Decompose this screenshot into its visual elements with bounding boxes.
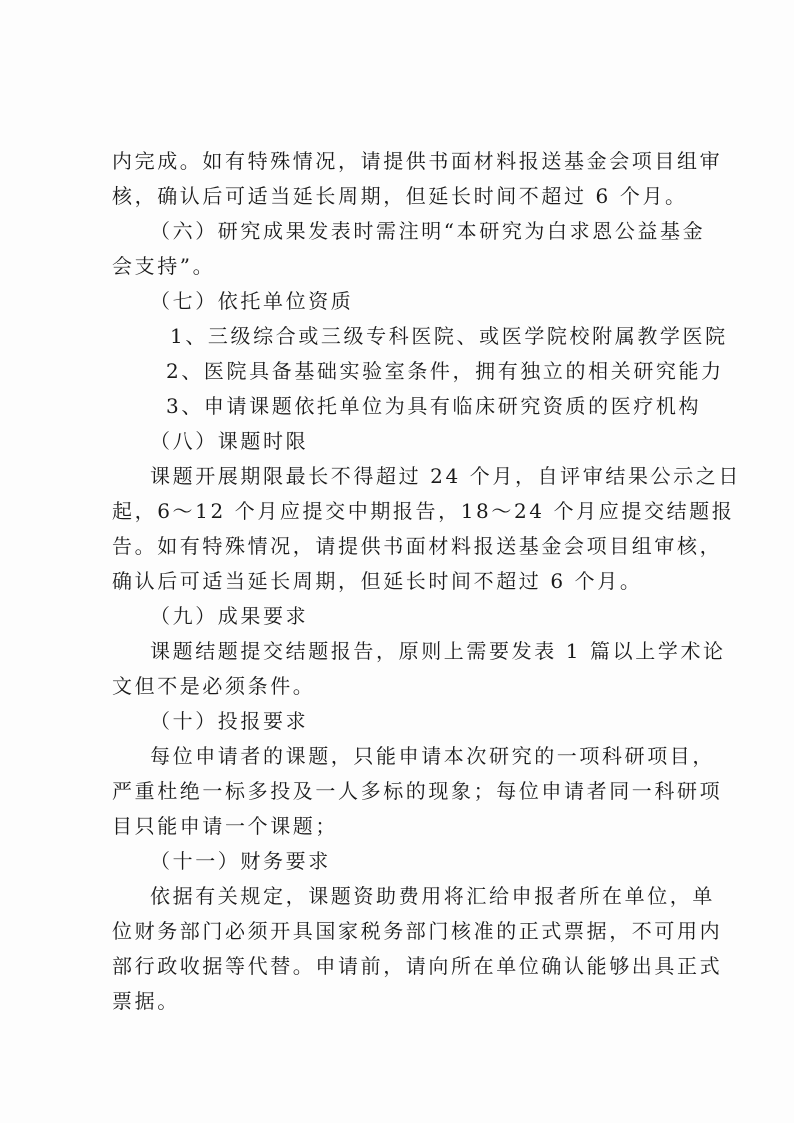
paragraph-line: 文但不是必须条件。 (112, 674, 316, 698)
paragraph-line: 课题开展期限最长不得超过 24 个月，自评审结果公示之日 (150, 464, 741, 488)
paragraph-line: 确认后可适当延长周期，但延长时间不超过 6 个月。 (112, 569, 643, 593)
paragraph-line: 告。如有特殊情况，请提供书面材料报送基金会项目组审核， (112, 534, 723, 558)
paragraph-line: 内完成。如有特殊情况，请提供书面材料报送基金会项目组审 (112, 149, 723, 173)
paragraph-line: 依据有关规定，课题资助费用将汇给申报者所在单位，单 (150, 884, 715, 908)
paragraph-line: 严重杜绝一标多投及一人多标的现象；每位申请者同一科研项 (112, 779, 723, 803)
section-heading: （九）成果要求 (150, 604, 309, 628)
paragraph-line: 位财务部门必须开具国家税务部门核准的正式票据，不可用内 (112, 919, 723, 943)
paragraph-line: 会支持”。 (112, 254, 216, 278)
paragraph-line: 课题结题提交结题报告，原则上需要发表 1 篇以上学术论 (150, 639, 726, 663)
paragraph-line: 票据。 (112, 989, 180, 1013)
list-item: 3、申请课题依托单位为具有临床研究资质的医疗机构 (166, 394, 702, 418)
paragraph-line: 目只能申请一个课题； (112, 814, 338, 838)
paragraph-line: 核，确认后可适当延长周期，但延长时间不超过 6 个月。 (112, 184, 688, 208)
paragraph-line: 部行政收据等代替。申请前，请向所在单位确认能够出具正式 (112, 954, 723, 978)
paragraph-line: 每位申请者的课题，只能申请本次研究的一项科研项目， (150, 744, 715, 768)
paragraph-line: （六）研究成果发表时需注明“本研究为白求恩公益基金 (150, 219, 706, 243)
paragraph-line: 起，6～12 个月应提交中期报告，18～24 个月应提交结题报 (112, 499, 735, 523)
list-item: 2、医院具备基础实验室条件，拥有独立的相关研究能力 (166, 359, 724, 383)
section-heading: （十一）财务要求 (150, 849, 331, 873)
section-heading: （十）投报要求 (150, 709, 309, 733)
section-heading: （八）课题时限 (150, 429, 309, 453)
section-heading: （七）依托单位资质 (150, 289, 354, 313)
list-item: 1、三级综合或三级专科医院、或医学院校附属教学医院 (170, 324, 728, 348)
